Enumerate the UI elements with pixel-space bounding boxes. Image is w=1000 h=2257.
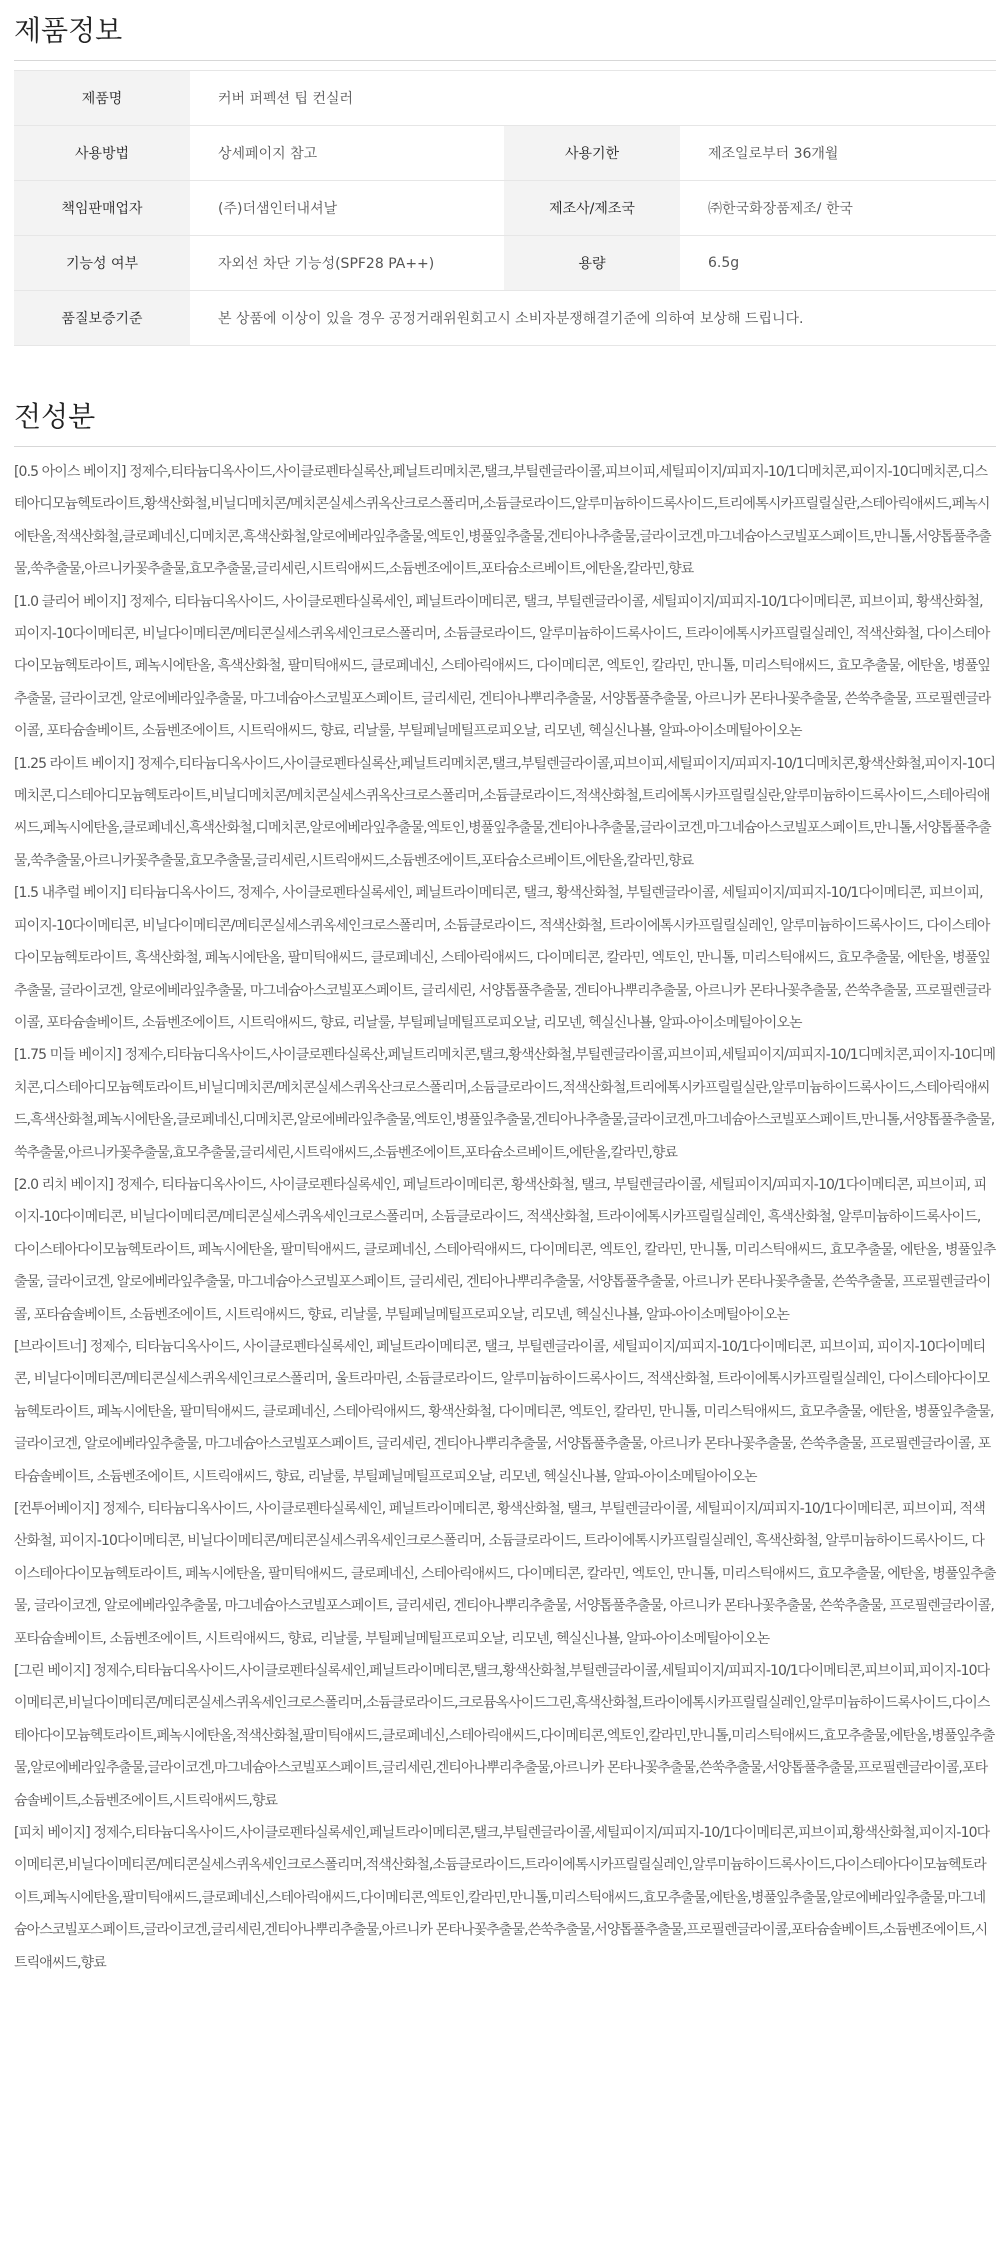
label-expiry: 사용기한 bbox=[504, 126, 680, 181]
ingredient-shade-2-0: [2.0 리치 베이지] 정제수, 티타늄디옥사이드, 사이클로펜타실록세인, 페닐트라이메티콘, 황색산화철, 탤크, 부틸렌글라이콜, 세틸피이지/피피지-10/1다이메티콘, 피브이피, 피이지-10다이메티콘, 비닐다이메티콘/메티콘실세스퀴옥세인크로스폴리머, 소듐클로라이드, 적색산화철, 트라이에톡시카프릴릴실레인, 흑색산화철, 알루미늄하이드록사이드, 다이스테아다이모늄헥토라이트, 페녹시에탄올, 팔미틱애씨드, 클로페네신, 스테아릭애씨드, 다이메티콘, 엑토인, 칼라민, 만니톨, 미리스틱애씨드, 효모추출물, 에탄올, 병풀잎추출물, 글라이코겐, 알로에베라잎추출물, 마그네슘아스코빌포스페이트, 글리세린, 겐티아나뿌리추출물, 서양톱풀추출물, 아르니카 몬타나꽃추출물, 쓴쑥추출물, 프로필렌글라이콜, 포타슘솔베이트, 소듐벤조에이트, 시트릭애씨드, 향료, 리날룰, 부틸페닐메틸프로피오날, 리모넨, 헥실신나뵬, 알파-아이소메틸아이오논 bbox=[14, 1176, 996, 1323]
value-product-name: 커버 퍼펙션 팁 컨실러 bbox=[190, 71, 996, 126]
ingredient-shade-0-5: [0.5 아이스 베이지] 정제수,티타늄디옥사이드,사이클로펜타실록산,페닐트리메치콘,탤크,부틸렌글라이콜,피브이피,세틸피이지/피피지-10/1디메치콘,피이지-10디메치콘,디스테아디모늄헥토라이트,황색산화철,비닐디메치콘/메치콘실세스퀴옥산크로스폴리머,소듐클로라이드,알루미늄하이드록사이드,트리에톡시카프릴릴실란,스테아릭애씨드,페녹시에탄올,적색산화철,클로페네신,디메치콘,흑색산화철,알로에베라잎추출물,엑토인,병풀잎추출물,겐티아나추출물,글라이코겐,마그네슘아스코빌포스페이트,만니톨,서양톱풀추출물,쑥추출물,아르니카꽃추출물,효모추출물,글리세린,시트릭애씨드,소듐벤조에이트,포타슘소르베이트,에탄올,칼라민,향료 bbox=[14, 464, 991, 578]
label-volume: 용량 bbox=[504, 236, 680, 291]
ingredient-shade-1-0: [1.0 클리어 베이지] 정제수, 티타늄디옥사이드, 사이클로펜타실록세인, 페닐트라이메티콘, 탤크, 부틸렌글라이콜, 세틸피이지/피피지-10/1다이메티콘, 피브이피, 황색산화철, 피이지-10다이메티콘, 비닐다이메티콘/메티콘실세스퀴옥세인크로스폴리머, 소듐클로라이드, 알루미늄하이드록사이드, 트라이에톡시카프릴릴실레인, 적색산화철, 다이스테아다이모늄헥토라이트, 페녹시에탄올, 흑색산화철, 팔미틱애씨드, 클로페네신, 스테아릭애씨드, 다이메티콘, 엑토인, 칼라민, 만니톨, 미리스틱애씨드, 효모추출물, 에탄올, 병풀잎추출물, 글라이코겐, 알로에베라잎추출물, 마그네슘아스코빌포스페이트, 글리세린, 겐티아나뿌리추출물, 서양톱풀추출물, 아르니카 몬타나꽃추출물, 쓴쑥추출물, 프로필렌글라이콜, 포타슘솔베이트, 소듐벤조에이트, 시트릭애씨드, 향료, 리날룰, 부틸페닐메틸프로피오날, 리모넨, 헥실신나뵬, 알파-아이소메틸아이오논 bbox=[14, 593, 991, 740]
ingredient-shade-1-25: [1.25 라이트 베이지] 정제수,티타늄디옥사이드,사이클로펜타실록산,페닐트리메치콘,탤크,부틸렌글라이콜,피브이피,세틸피이지/피피지-10/1디메치콘,황색산화철,피이지-10디메치콘,디스테아디모늄헥토라이트,비닐디메치콘/메치콘실세스퀴옥산크로스폴리머,소듐클로라이드,적색산화철,트리에톡시카프릴릴실란,알루미늄하이드록사이드,스테아릭애씨드,페녹시에탄올,클로페네신,흑색산화철,디메치콘,알로에베라잎추출물,엑토인,병풀잎추출물,겐티아나추출물,글라이코겐,마그네슘아스코빌포스페이트,만니톨,서양톱풀추출물,쑥추출물,아르니카꽃추출물,효모추출물,글리세린,시트릭애씨드,소듐벤조에이트,포타슘소르베이트,에탄올,칼라민,향료 bbox=[14, 755, 996, 869]
section-spacer bbox=[14, 346, 996, 386]
label-usage: 사용방법 bbox=[14, 126, 190, 181]
label-seller: 책임판매업자 bbox=[14, 181, 190, 236]
value-quality-guarantee: 본 상품에 이상이 있을 경우 공정거래위원회고시 소비자분쟁해결기준에 의하여 보상해 드립니다. bbox=[190, 291, 996, 346]
product-info-title: 제품정보 bbox=[14, 14, 123, 47]
table-row bbox=[14, 236, 996, 291]
label-product-name: 제품명 bbox=[14, 71, 190, 126]
table-row bbox=[14, 291, 996, 346]
value-usage: 상세페이지 참고 bbox=[190, 126, 504, 181]
value-expiry: 제조일로부터 36개월 bbox=[680, 126, 996, 181]
ingredient-shade-1-5: [1.5 내추럴 베이지] 티타늄디옥사이드, 정제수, 사이클로펜타실록세인, 페닐트라이메티콘, 탤크, 황색산화철, 부틸렌글라이콜, 세틸피이지/피피지-10/1다이메티콘, 피브이피, 피이지-10다이메티콘, 비닐다이메티콘/메티콘실세스퀴옥세인크로스폴리머, 소듐클로라이드, 적색산화철, 트라이에톡시카프릴릴실레인, 알루미늄하이드록사이드, 다이스테아다이모늄헥토라이트, 흑색산화철, 페녹시에탄올, 팔미틱애씨드, 클로페네신, 스테아릭애씨드, 다이메티콘, 칼라민, 엑토인, 만니톨, 미리스틱애씨드, 효모추출물, 에탄올, 병풀잎추출물, 글라이코겐, 알로에베라잎추출물, 마그네슘아스코빌포스페이트, 글리세린, 서양톱풀추출물, 겐티아나뿌리추출물, 아르니카 몬타나꽃추출물, 쓴쑥추출물, 프로필렌글라이콜, 포타슘솔베이트, 소듐벤조에이트, 시트릭애씨드, 향료, 리날룰, 부틸페닐메틸프로피오날, 리모넨, 헥실신나뵬, 알파-아이소메틸아이오논 bbox=[14, 885, 991, 1031]
ingredients-title: 전성분 bbox=[14, 400, 96, 433]
label-functional: 기능성 여부 bbox=[14, 236, 190, 291]
page bbox=[14, 0, 996, 1979]
label-quality-guarantee: 품질보증기준 bbox=[14, 291, 190, 346]
table-row bbox=[14, 181, 996, 236]
ingredients-list bbox=[14, 456, 996, 1979]
value-manufacturer: ㈜한국화장품제조/ 한국 bbox=[680, 181, 996, 236]
value-functional: 자외선 차단 기능성(SPF28 PA++) bbox=[190, 236, 504, 291]
title-divider bbox=[14, 446, 996, 447]
value-volume: 6.5g bbox=[680, 236, 996, 291]
ingredient-shade-contour: [컨투어베이지] 정제수, 티타늄디옥사이드, 사이클로펜타실록세인, 페닐트라이메티콘, 황색산화철, 탤크, 부틸렌글라이콜, 세틸피이지/피피지-10/1다이메티콘, 피브이피, 적색산화철, 피이지-10다이메티콘, 비닐다이메티콘/메티콘실세스퀴옥세인크로스폴리머, 소듐클로라이드, 트라이에톡시카프릴릴실레인, 흑색산화철, 알루미늄하이드록사이드, 다이스테아다이모늄헥토라이트, 페녹시에탄올, 팔미틱애씨드, 클로페네신, 스테아릭애씨드, 다이메티콘, 칼라민, 엑토인, 만니톨, 미리스틱애씨드, 효모추출물, 에탄올, 병풀잎추출물, 글라이코겐, 알로에베라잎추출물, 마그네슘아스코빌포스페이트, 글리세린, 겐티아나뿌리추출물, 서양톱풀추출물, 아르니카 몬타나꽃추출물, 쓴쑥추출물, 프로필렌글라이콜, 포타슘솔베이트, 소듐벤조에이트, 시트릭애씨드, 향료, 리날룰, 부틸페닐메틸프로피오날, 리모넨, 헥실신나뵬, 알파-아이소메틸아이오논 bbox=[14, 1501, 996, 1647]
table-row bbox=[14, 71, 996, 126]
ingredient-shade-peach: [피치 베이지] 정제수,티타늄디옥사이드,사이클로펜타실록세인,페닐트라이메티콘,탤크,부틸렌글라이콜,세틸피이지/피피지-10/1다이메티콘,피브이피,황색산화철,피이지-10다이메티콘,비닐다이메티콘/메티콘실세스퀴옥세인크로스폴리머,적색산화철,소듐클로라이드,트라이에톡시카프릴릴실레인,알루미늄하이드록사이드,다이스테아다이모늄헥토라이트,페녹시에탄올,팔미틱애씨드,클로페네신,스테아릭애씨드,다이메티콘,엑토인,칼라민,만니톨,미리스틱애씨드,효모추출물,에탄올,병풀잎추출물,알로에베라잎추출물,마그네슘아스코빌포스페이트,글라이코겐,글리세린,겐티아나뿌리추출물,아르니카 몬타나꽃추출물,쓴쑥추출물,서양톱풀추출물,프로필렌글라이콜,포타슘솔베이트,소듐벤조에이트,시트릭애씨드,향료 bbox=[14, 1825, 990, 1971]
ingredient-shade-green: [그린 베이지] 정제수,티타늄디옥사이드,사이클로펜타실록세인,페닐트라이메티콘,탤크,황색산화철,부틸렌글라이콜,세틸피이지/피피지-10/1다이메티콘,피브이피,피이지-10다이메티콘,비닐다이메티콘/메티콘실세스퀴옥세인크로스폴리머,소듐클로라이드,크로뮴옥사이드그린,흑색산화철,트라이에톡시카프릴릴실레인,알루미늄하이드록사이드,다이스테아다이모늄헥토라이트,페녹시에탄올,적색산화철,팔미틱애씨드,클로페네신,스테아릭애씨드,다이메티콘,엑토인,칼라민,만니톨,미리스틱애씨드,효모추출물,에탄올,병풀잎추출물,알로에베라잎추출물,글라이코겐,마그네슘아스코빌포스페이트,글리세린,겐티아나뿌리추출물,아르니카 몬타나꽃추출물,쓴쑥추출물,서양톱풀추출물,프로필렌글라이콜,포타슘솔베이트,소듐벤조에이트,시트릭애씨드,향료 bbox=[14, 1663, 995, 1809]
table-row bbox=[14, 126, 996, 181]
ingredient-shade-1-75: [1.75 미들 베이지] 정제수,티타늄디옥사이드,사이클로펜타실록산,페닐트리메치콘,탤크,황색산화철,부틸렌글라이콜,피브이피,세틸피이지/피피지-10/1디메치콘,피이지-10디메치콘,디스테아디모늄헥토라이트,비닐디메치콘/메치콘실세스퀴옥산크로스폴리머,소듐클로라이드,적색산화철,트리에톡시카프릴릴실란,알루미늄하이드록사이드,스테아릭애씨드,흑색산화철,페녹시에탄올,클로페네신,디메치콘,알로에베라잎추출물,엑토인,병풀잎추출물,겐티아나추출물,글라이코겐,마그네슘아스코빌포스페이트,만니톨,서양톱풀추출물,쑥추출물,아르니카꽃추출물,효모추출물,글리세린,시트릭애씨드,소듐벤조에이트,포타슘소르베이트,에탄올,칼라민,향료 bbox=[14, 1047, 996, 1161]
value-seller: (주)더샘인터내셔날 bbox=[190, 181, 504, 236]
title-divider bbox=[14, 60, 996, 61]
product-info-table bbox=[14, 70, 996, 346]
ingredient-shade-brightener: [브라이트너] 정제수, 티타늄디옥사이드, 사이클로펜타실록세인, 페닐트라이메티콘, 탤크, 부틸렌글라이콜, 세틸피이지/피피지-10/1다이메티콘, 피브이피, 피이지-10다이메티콘, 비닐다이메티콘/메티콘실세스퀴옥세인크로스폴리머, 울트라마린, 소듐클로라이드, 알루미늄하이드록사이드, 적색산화철, 트라이에톡시카프릴릴실레인, 다이스테아다이모늄헥토라이트, 페녹시에탄올, 팔미틱애씨드, 클로페네신, 스테아릭애씨드, 황색산화철, 다이메티콘, 엑토인, 칼라민, 만니톨, 미리스틱애씨드, 효모추출물, 에탄올, 병풀잎추출물, 글라이코겐, 알로에베라잎추출물, 마그네슘아스코빌포스페이트, 글리세린, 겐티아나뿌리추출물, 서양톱풀추출물, 아르니카 몬타나꽃추출물, 쓴쑥추출물, 프로필렌글라이콜, 포타슘솔베이트, 소듐벤조에이트, 시트릭애씨드, 향료, 리날룰, 부틸페닐메틸프로피오날, 리모넨, 헥실신나뵬, 알파-아이소메틸아이오논 bbox=[14, 1338, 994, 1485]
label-manufacturer: 제조사/제조국 bbox=[504, 181, 680, 236]
